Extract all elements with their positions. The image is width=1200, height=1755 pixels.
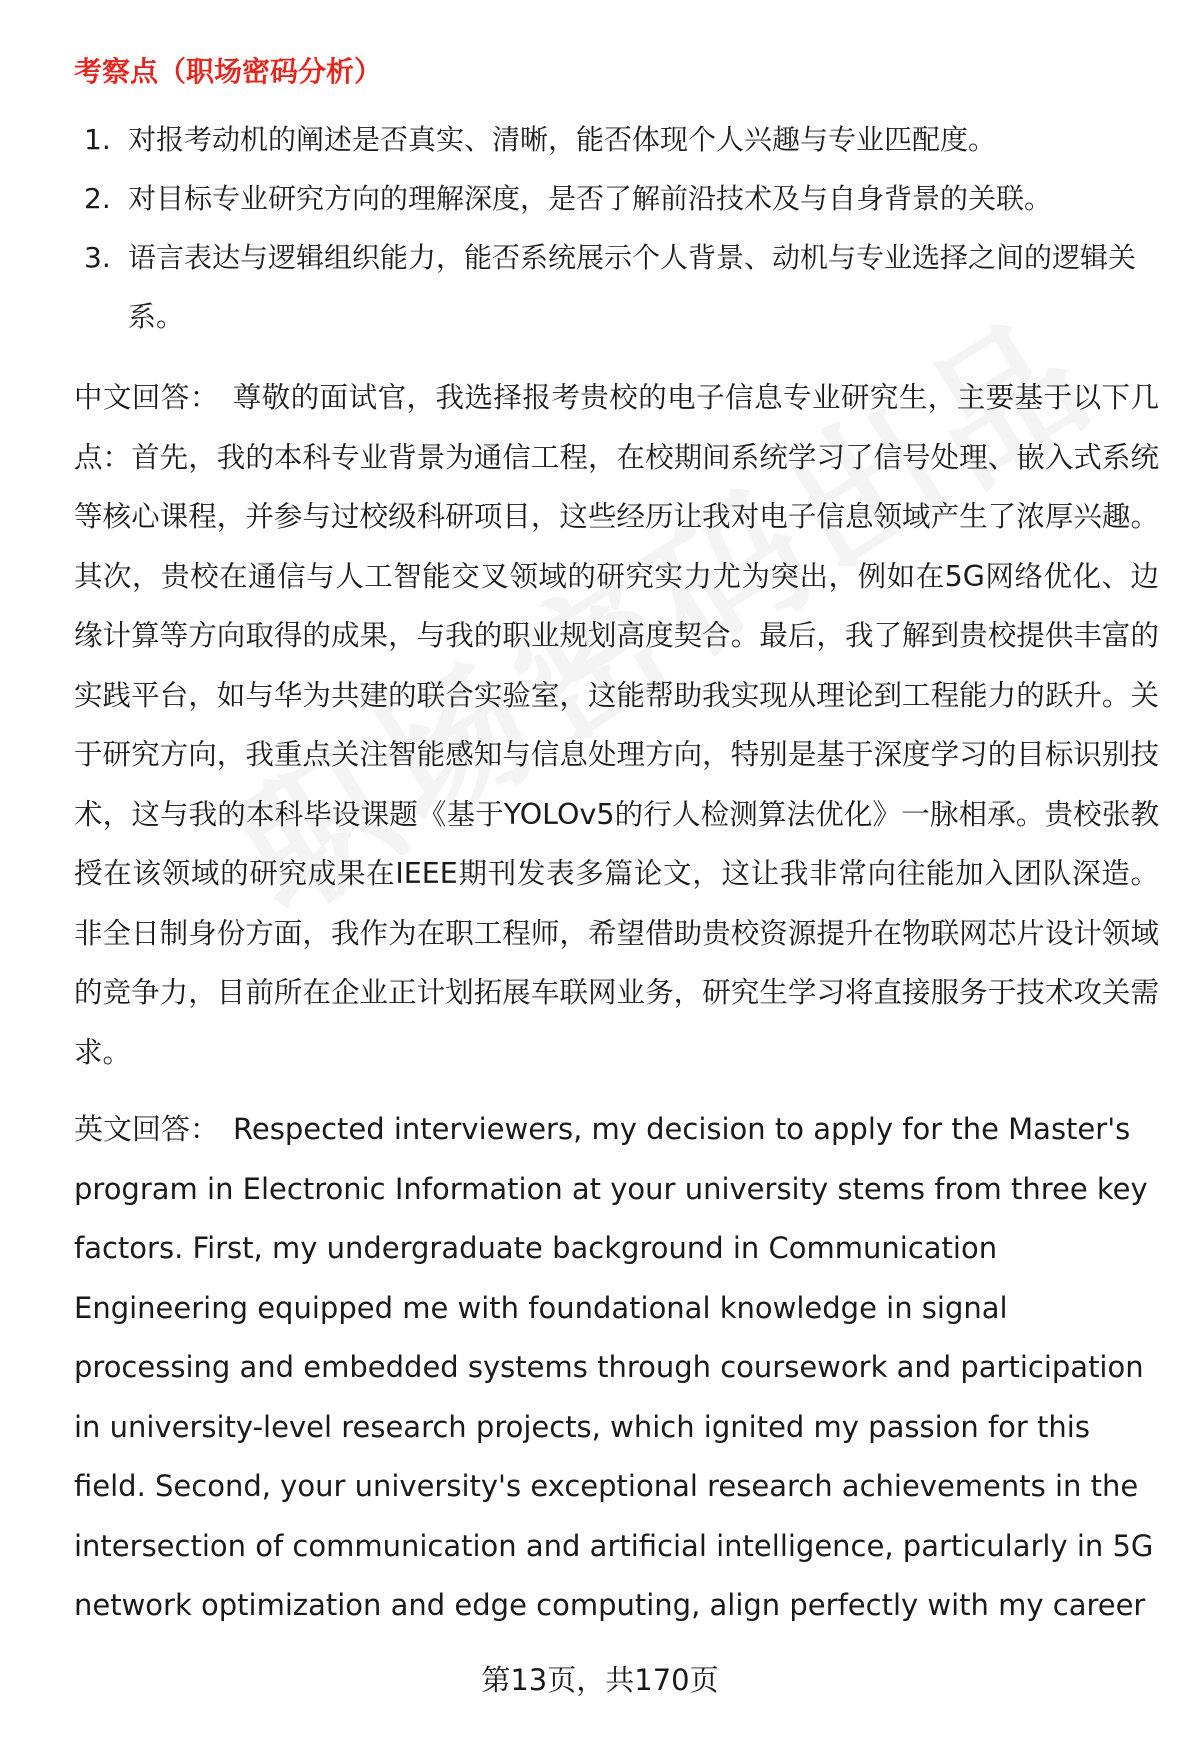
list-item <box>74 169 1159 228</box>
assessment-points-list <box>74 110 1159 346</box>
page-content <box>74 54 1159 1636</box>
section-title: 考察点（职场密码分析） <box>74 55 383 88</box>
page-number-footer: 第13页，共170页 <box>481 1663 719 1697</box>
list-item-text: 对目标专业研究方向的理解深度，是否了解前沿技术及与自身背景的关联。 <box>128 182 1053 215</box>
list-item <box>74 228 1159 346</box>
english-answer-label: 英文回答： <box>74 1112 220 1146</box>
english-answer-paragraph <box>74 1100 1159 1636</box>
list-item-number: 1. <box>84 123 111 156</box>
chinese-answer-label: 中文回答： <box>74 381 219 414</box>
list-item-text: 语言表达与逻辑组织能力，能否系统展示个人背景、动机与专业选择之间的逻辑关系。 <box>128 241 1137 333</box>
chinese-answer-text: 尊敬的面试官，我选择报考贵校的电子信息专业研究生，主要基于以下几点：首先，我的本科专业背景为通信工程，在校期间系统学习了信号处理、嵌入式系统等核心课程，并参与过校级科研项目，这些经历让我对电子信息领域产生了浓厚兴趣。其次，贵校在通信与人工智能交叉领域的研究实力尤为突出，例如在5G网络优化、边缘计算等方向取得的成果，与我的职业规划高度契合。最后，我了解到贵校提供丰富的实践平台，如与华为共建的联合实验室，这能帮助我实现从理论到工程能力的跃升。关于研究方向，我重点关注智能感知与信息处理方向，特别是基于深度学习的目标识别技术，这与我的本科毕设课题《基于YOLOv5的行人检测算法优化》一脉相承。贵校张教授在该领域的研究成果在IEEE期刊发表多篇论文，这让我非常向往能加入团队深造。非全日制身份方面，我作为在职工程师，希望借助贵校资源提升在物联网芯片设计领域的竞争力，目前所在企业正计划拓展车联网业务，研究生学习将直接服务于技术攻关需求。 <box>74 381 1159 1069</box>
list-item-number: 2. <box>84 182 111 215</box>
english-answer-text: Respected interviewers, my decision to apply for the Master's program in Electronic Information at your university stems from three key factors. First, my undergraduate background in Communication Engineering equipped me with foundational knowledge in signal processing and embedded systems through coursework and participation in university-level research projects, which ignited my passion for this field. Second, your university's exceptional research achievements in the intersection of communication and artificial intelligence, particularly in 5G network optimization and edge computing, align perfectly with my career <box>74 1112 1154 1622</box>
chinese-answer-paragraph <box>74 368 1159 1082</box>
list-item <box>74 110 1159 169</box>
list-item-text: 对报考动机的阐述是否真实、清晰，能否体现个人兴趣与专业匹配度。 <box>128 123 997 156</box>
list-item-number: 3. <box>84 241 111 274</box>
